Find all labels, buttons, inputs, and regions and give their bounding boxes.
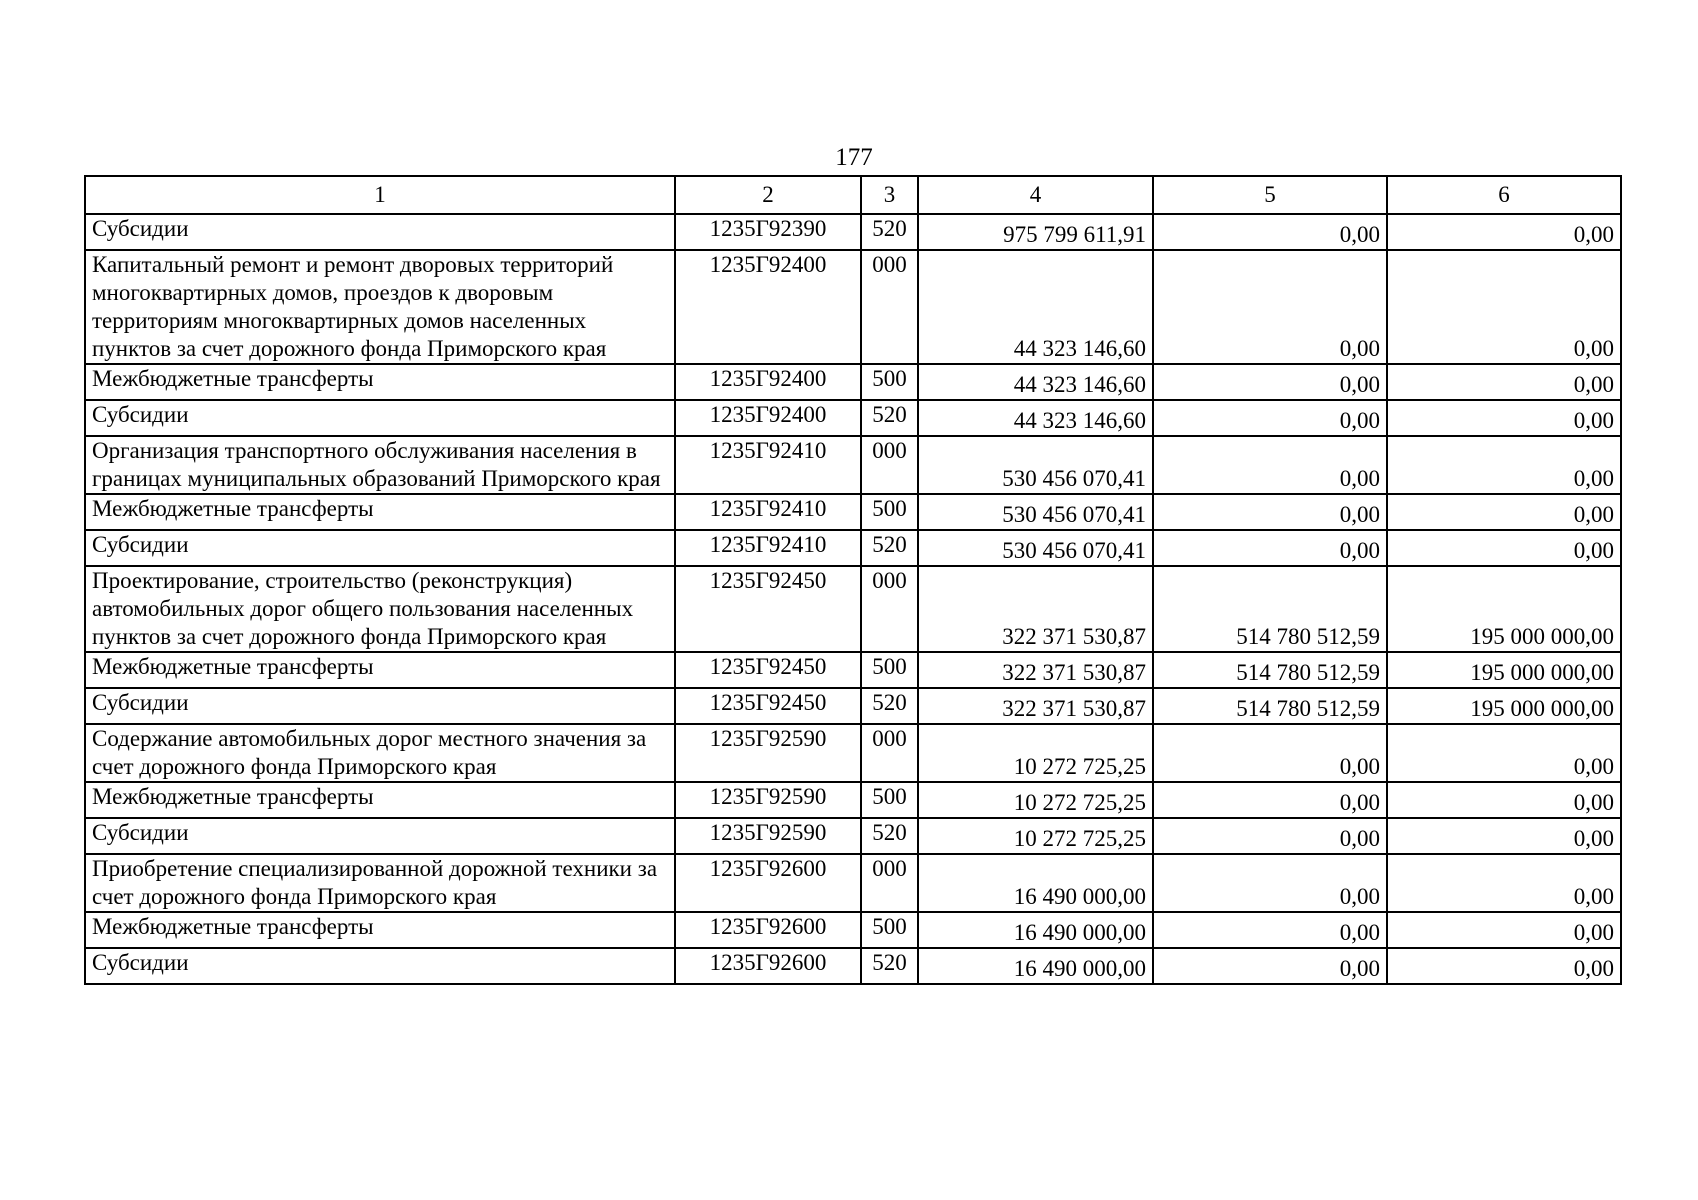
table-row xyxy=(85,912,1621,948)
row-amount-col6-cell: 0,00 xyxy=(1387,250,1621,364)
table-row xyxy=(85,652,1621,688)
table-row xyxy=(85,214,1621,250)
row-amount-col4-cell: 322 371 530,87 xyxy=(918,652,1153,688)
row-amount-col5-cell: 0,00 xyxy=(1153,436,1387,494)
row-name-cell: Субсидии xyxy=(85,818,675,854)
row-name-cell: Субсидии xyxy=(85,214,675,250)
row-name-cell: Субсидии xyxy=(85,948,675,984)
row-kind-cell: 520 xyxy=(861,530,918,566)
page-number: 177 xyxy=(835,144,873,171)
table-row xyxy=(85,782,1621,818)
row-kind-cell: 000 xyxy=(861,250,918,364)
column-header: 1 xyxy=(85,176,675,214)
row-name-cell: Приобретение специализированной дорожной техники за счет дорожного фонда Приморского края xyxy=(85,854,675,912)
table-row xyxy=(85,948,1621,984)
row-kind-cell: 520 xyxy=(861,948,918,984)
row-amount-col4-cell: 10 272 725,25 xyxy=(918,724,1153,782)
row-amount-col4-cell: 10 272 725,25 xyxy=(918,782,1153,818)
row-amount-col4-cell: 44 323 146,60 xyxy=(918,400,1153,436)
row-amount-col5-cell: 0,00 xyxy=(1153,494,1387,530)
row-kind-cell: 500 xyxy=(861,652,918,688)
row-amount-col6-cell: 195 000 000,00 xyxy=(1387,652,1621,688)
row-kind-cell: 520 xyxy=(861,214,918,250)
row-amount-col6-cell: 0,00 xyxy=(1387,530,1621,566)
row-kind-cell: 500 xyxy=(861,912,918,948)
row-amount-col6-cell: 195 000 000,00 xyxy=(1387,688,1621,724)
row-name-cell: Проектирование, строительство (реконструкция) автомобильных дорог общего пользования населенных пунктов за счет дорожного фонда Приморского края xyxy=(85,566,675,652)
row-amount-col6-cell: 0,00 xyxy=(1387,364,1621,400)
row-code-cell: 1235Г92450 xyxy=(675,652,861,688)
row-code-cell: 1235Г92590 xyxy=(675,782,861,818)
row-amount-col4-cell: 530 456 070,41 xyxy=(918,494,1153,530)
row-code-cell: 1235Г92600 xyxy=(675,912,861,948)
row-amount-col4-cell: 975 799 611,91 xyxy=(918,214,1153,250)
row-amount-col6-cell: 0,00 xyxy=(1387,214,1621,250)
column-header: 4 xyxy=(918,176,1153,214)
row-amount-col5-cell: 0,00 xyxy=(1153,818,1387,854)
row-amount-col6-cell: 0,00 xyxy=(1387,854,1621,912)
row-name-cell: Межбюджетные трансферты xyxy=(85,912,675,948)
row-code-cell: 1235Г92400 xyxy=(675,364,861,400)
budget-table xyxy=(84,175,1622,985)
table-row xyxy=(85,724,1621,782)
row-amount-col4-cell: 10 272 725,25 xyxy=(918,818,1153,854)
row-name-cell: Содержание автомобильных дорог местного значения за счет дорожного фонда Приморского края xyxy=(85,724,675,782)
row-amount-col4-cell: 44 323 146,60 xyxy=(918,250,1153,364)
table-row xyxy=(85,250,1621,364)
row-kind-cell: 000 xyxy=(861,436,918,494)
row-amount-col6-cell: 0,00 xyxy=(1387,948,1621,984)
table-row xyxy=(85,818,1621,854)
row-amount-col4-cell: 530 456 070,41 xyxy=(918,530,1153,566)
table-row xyxy=(85,854,1621,912)
row-kind-cell: 500 xyxy=(861,494,918,530)
row-amount-col4-cell: 16 490 000,00 xyxy=(918,948,1153,984)
row-amount-col6-cell: 0,00 xyxy=(1387,400,1621,436)
row-amount-col5-cell: 0,00 xyxy=(1153,948,1387,984)
row-code-cell: 1235Г92410 xyxy=(675,494,861,530)
column-header: 5 xyxy=(1153,176,1387,214)
row-code-cell: 1235Г92590 xyxy=(675,724,861,782)
row-amount-col5-cell: 0,00 xyxy=(1153,250,1387,364)
row-code-cell: 1235Г92400 xyxy=(675,250,861,364)
row-kind-cell: 500 xyxy=(861,364,918,400)
row-amount-col5-cell: 0,00 xyxy=(1153,854,1387,912)
row-kind-cell: 520 xyxy=(861,400,918,436)
row-name-cell: Субсидии xyxy=(85,400,675,436)
row-amount-col5-cell: 0,00 xyxy=(1153,782,1387,818)
row-name-cell: Межбюджетные трансферты xyxy=(85,494,675,530)
row-code-cell: 1235Г92450 xyxy=(675,688,861,724)
table-header-row xyxy=(85,176,1621,214)
row-kind-cell: 500 xyxy=(861,782,918,818)
row-amount-col5-cell: 514 780 512,59 xyxy=(1153,566,1387,652)
row-amount-col5-cell: 0,00 xyxy=(1153,530,1387,566)
row-amount-col5-cell: 0,00 xyxy=(1153,214,1387,250)
row-code-cell: 1235Г92390 xyxy=(675,214,861,250)
row-kind-cell: 000 xyxy=(861,566,918,652)
row-amount-col4-cell: 16 490 000,00 xyxy=(918,912,1153,948)
table-row xyxy=(85,436,1621,494)
row-amount-col6-cell: 0,00 xyxy=(1387,724,1621,782)
row-amount-col5-cell: 0,00 xyxy=(1153,364,1387,400)
row-kind-cell: 520 xyxy=(861,818,918,854)
row-amount-col5-cell: 514 780 512,59 xyxy=(1153,688,1387,724)
row-amount-col5-cell: 0,00 xyxy=(1153,724,1387,782)
row-code-cell: 1235Г92400 xyxy=(675,400,861,436)
budget-table-body xyxy=(85,176,1621,984)
row-name-cell: Организация транспортного обслуживания населения в границах муниципальных образований Приморского края xyxy=(85,436,675,494)
row-name-cell: Субсидии xyxy=(85,530,675,566)
column-header: 2 xyxy=(675,176,861,214)
table-row xyxy=(85,494,1621,530)
row-code-cell: 1235Г92590 xyxy=(675,818,861,854)
row-name-cell: Субсидии xyxy=(85,688,675,724)
row-name-cell: Межбюджетные трансферты xyxy=(85,782,675,818)
row-amount-col4-cell: 44 323 146,60 xyxy=(918,364,1153,400)
row-name-cell: Капитальный ремонт и ремонт дворовых территорий многоквартирных домов, проездов к дворовым территориям многоквартирных домов населенных пунктов за счет дорожного фонда Приморского края xyxy=(85,250,675,364)
row-amount-col6-cell: 0,00 xyxy=(1387,494,1621,530)
row-amount-col5-cell: 514 780 512,59 xyxy=(1153,652,1387,688)
row-amount-col6-cell: 0,00 xyxy=(1387,436,1621,494)
row-amount-col6-cell: 0,00 xyxy=(1387,818,1621,854)
row-amount-col4-cell: 530 456 070,41 xyxy=(918,436,1153,494)
row-amount-col6-cell: 0,00 xyxy=(1387,782,1621,818)
row-amount-col6-cell: 0,00 xyxy=(1387,912,1621,948)
table-row xyxy=(85,566,1621,652)
table-row xyxy=(85,364,1621,400)
column-header: 3 xyxy=(861,176,918,214)
row-amount-col4-cell: 16 490 000,00 xyxy=(918,854,1153,912)
row-amount-col4-cell: 322 371 530,87 xyxy=(918,566,1153,652)
table-row xyxy=(85,400,1621,436)
row-amount-col6-cell: 195 000 000,00 xyxy=(1387,566,1621,652)
row-kind-cell: 000 xyxy=(861,854,918,912)
row-amount-col4-cell: 322 371 530,87 xyxy=(918,688,1153,724)
row-name-cell: Межбюджетные трансферты xyxy=(85,652,675,688)
row-code-cell: 1235Г92410 xyxy=(675,436,861,494)
row-code-cell: 1235Г92410 xyxy=(675,530,861,566)
row-code-cell: 1235Г92600 xyxy=(675,854,861,912)
table-row xyxy=(85,530,1621,566)
table-row xyxy=(85,688,1621,724)
row-code-cell: 1235Г92450 xyxy=(675,566,861,652)
row-amount-col5-cell: 0,00 xyxy=(1153,912,1387,948)
row-code-cell: 1235Г92600 xyxy=(675,948,861,984)
row-amount-col5-cell: 0,00 xyxy=(1153,400,1387,436)
row-name-cell: Межбюджетные трансферты xyxy=(85,364,675,400)
row-kind-cell: 000 xyxy=(861,724,918,782)
row-kind-cell: 520 xyxy=(861,688,918,724)
column-header: 6 xyxy=(1387,176,1621,214)
